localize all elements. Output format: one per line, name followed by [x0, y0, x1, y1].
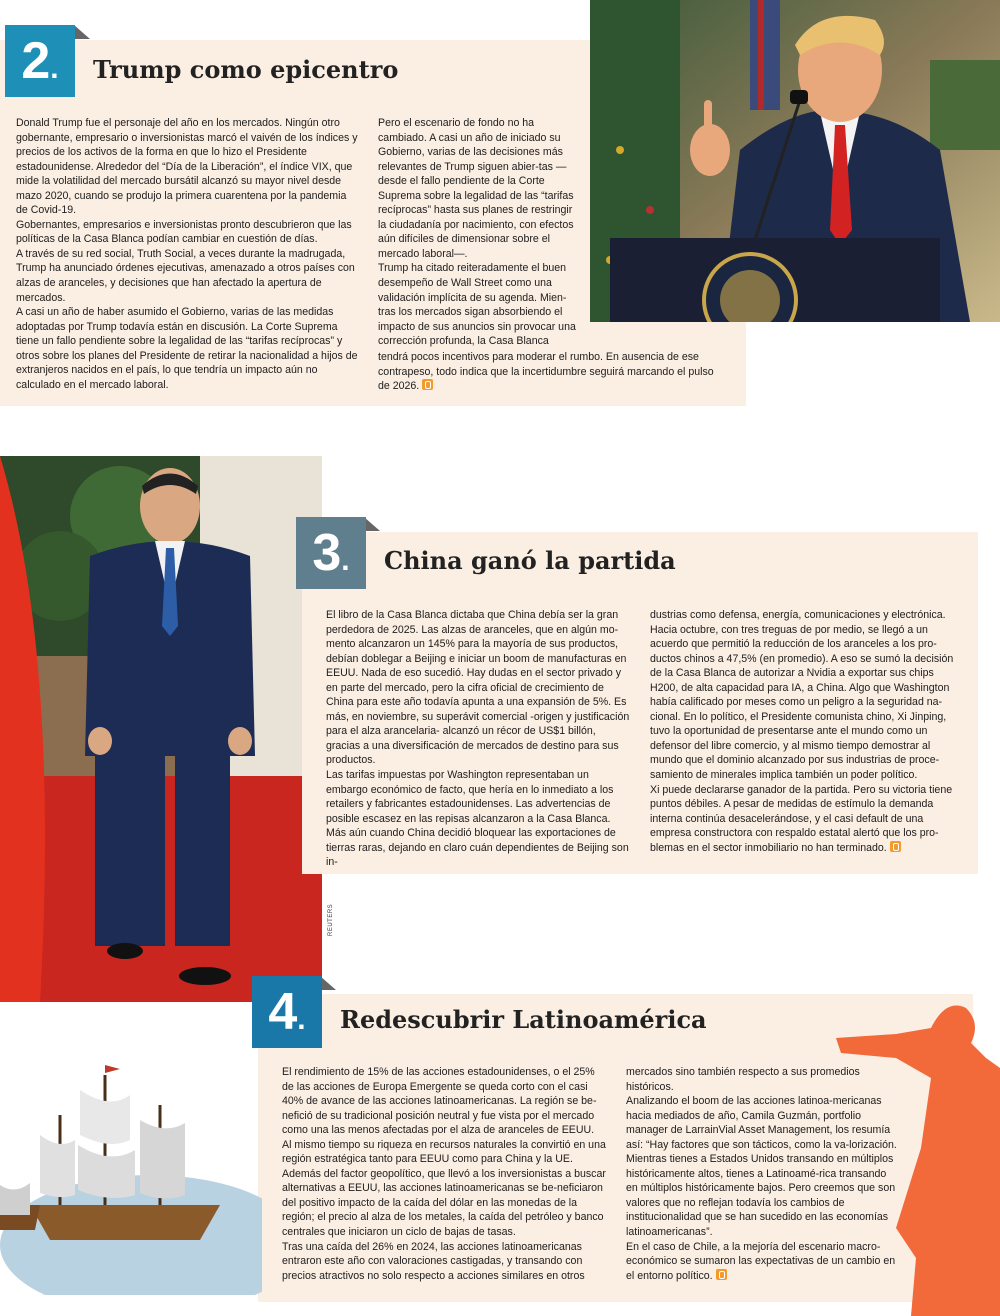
- paragraph: Donald Trump fue el personaje del año en los mercados. Ningún otro gobernante, empresario o inversionistas marcó el vaivén de los índices y precios de los activos de la forma en que lo hizo el Presidente estadounidense. Alrededor del “Día de la Liberación”, el índice VIX, que mide la volatilidad del mercado bursátil alcanzó su mayor nivel desde mazo 2020, cuando se produjo la primera cuarentena por la pandemia de Covid-19.: [16, 117, 358, 217]
- paragraph: Trump ha citado reiteradamente el buen desempeño de Wall Street como una validación implícita de su agenda. Mien-tras los mercados sigan absorbiendo el impacto de sus anuncios sin provocar una corrección profunda, la Casa Blanca: [378, 262, 576, 348]
- paragraph: Las tarifas impuestas por Washington representaban un embargo económico de facto, que hería en lo inmediato a los retailers y fabricantes estadounidenses. Las advertencias de posible escasez en las repisas alcanzaron a la Casa Blanca. Más aún cuando China decidió bloquear las exportaciones de tierras raras, dejando en claro cuán dependientes de Beijing son in-: [326, 769, 629, 869]
- section-2-right-column: [378, 116, 578, 349]
- badge-tab: [74, 25, 90, 39]
- end-mark-icon: [890, 841, 901, 852]
- paragraph: En el caso de Chile, a la mejoría del escenario macro-económico se sumaron las expectativas de un cambio en el entorno político.: [626, 1240, 896, 1282]
- paragraph: tendrá pocos incentivos para moderar el rumbo. En ausencia de ese contrapeso, todo indica que la incertidumbre seguirá marcando el pulso de 2026.: [378, 351, 714, 393]
- section-4-title: Redescubrir Latinoamérica: [340, 1005, 707, 1034]
- xi-jinping-photo: [0, 456, 322, 1002]
- section-2-title: Trump como epicentro: [93, 55, 399, 84]
- trump-photo: [590, 0, 1000, 322]
- section-3-right-column: [650, 608, 956, 855]
- section-4-left-column: [282, 1065, 608, 1283]
- section-2-left-column: [16, 116, 360, 392]
- paragraph: mercados sino también respecto a sus promedios históricos.: [626, 1066, 860, 1093]
- section-4-number: 4.: [252, 976, 322, 1048]
- section-4-right-column: [626, 1065, 898, 1283]
- paragraph: Tras una caída del 26% en 2024, las acciones latinoamericanas entraron este año con valoraciones castigadas, y transando con precios atractivos no solo respecto a acciones similares en otros: [282, 1240, 585, 1282]
- end-mark-icon: [422, 379, 433, 390]
- section-3-number: 3.: [296, 517, 366, 589]
- badge-tab: [320, 976, 336, 990]
- photo-credit: REUTERS: [328, 903, 334, 936]
- paragraph: Analizando el boom de las acciones latinoa-mericanas hacia mediados de año, Camila Guzmán, portfolio manager de LarrainVial Asset Management, los resumía así: “Hay factores que son tácticos, como la va-lorización. Mientras tienes a Estados Unidos transando en múltiplos históricamente altos, tienes a Latinoamé-rica transando en múltiplos históricamente bajos. Pero creemos que son valores que no reflejan todavía los cambios de institucionalidad que se han sucedido en las economías latinoamericanas”.: [626, 1095, 897, 1239]
- badge-tab: [364, 517, 380, 531]
- section-2-number: 2.: [5, 25, 75, 97]
- paragraph: Gobernantes, empresarios e inversionistas pronto descubrieron que las políticas de la Casa Blanca podían cambiar en cuestión de días.: [16, 218, 352, 246]
- paragraph: A través de su red social, Truth Social, a veces durante la madrugada, Trump ha anunciado órdenes ejecutivas, amenazado a otros países con alzas de aranceles, y decisiones que han afectado la apertura de mercados.: [16, 247, 355, 304]
- section-2-continuation: [378, 350, 718, 394]
- paragraph: Al mismo tiempo su riqueza en recursos naturales la convirtió en una región estratégica tanto para EEUU como para China y la UE. Además del factor geopolítico, que llevó a los inversionistas a buscar alternativas a EEUU, las acciones latinoamericanas se be-neficiaron del positivo impacto de la caída del dólar en las monedas de la región; el precio al alza de los metales, la caída del petróleo y banco centrales que iniciaron un ciclo de bajas de tasas.: [282, 1138, 606, 1239]
- paragraph: El libro de la Casa Blanca dictaba que China debía ser la gran perdedora de 2025. Las alzas de aranceles, que en algún mo-mento alcanzaron un 145% para la mayoría de sus productos, debían doblegar a Beijing e iniciar un boom de manufacturas en EEUU. Nada de eso sucedió. Hay dudas en el sector privado y en parte del mercado, pero la cifra oficial de crecimiento de China para este año todavía apunta a una expansión de 5%. Es más, en noviembre, su superávit comercial -origen y justificación para el alza arancelaria- alcanzó un récor de US$1 billón, gracias a una diversificación de mercados de destino para sus productos.: [326, 609, 630, 767]
- section-3-left-column: [326, 608, 630, 870]
- ship-illustration: [0, 1055, 262, 1295]
- paragraph: El rendimiento de 15% de las acciones estadounidenses, o el 25% de las acciones de Europa Emergente se queda corto con el casi 40% de avance de las acciones latinoamericanas. La región se be-nefició de su tradicional posición neutral y fue vista por el mercado como una las menos afectadas por el alza de aranceles de EEUU.: [282, 1066, 597, 1137]
- paragraph: A casi un año de haber asumido el Gobierno, varias de las medidas adoptadas por Trump todavía están en discusión. La Corte Suprema tiene un fallo pendiente sobre la legalidad de las “tarifas recíprocas” y otros sobre los planes del Presidente de retirar la nacionalidad a hijos de extranjeros nacidos en el país, lo que tendría un impacto aún no calculado en el mercado laboral.: [16, 306, 358, 391]
- paragraph: Xi puede declararse ganador de la partida. Pero su victoria tiene puntos débiles. A pesar de medidas de estímulo la demanda interna continúa desacelerándose, y el casi default de una empresa constructora con respaldo estatal alertó que los pro-blemas en el sector inmobiliario no han terminado.: [650, 783, 953, 854]
- section-3-title: China ganó la partida: [384, 546, 676, 575]
- paragraph: Pero el escenario de fondo no ha cambiado. A casi un año de iniciado su Gobierno, varias de las decisiones más relevantes de Trump siguen abier-tas —desde el fallo pendiente de la Corte Suprema sobre la legalidad de las “tarifas recíprocas” hasta sus planes de restringir la ciudadanía por nacimiento, con efectos aún difíciles de dimensionar sobre el mercado laboral—.: [378, 117, 574, 260]
- end-mark-icon: [716, 1269, 727, 1280]
- paragraph: dustrias como defensa, energía, comunicaciones y electrónica. Hacia octubre, con tres treguas de por medio, se llegó a un acuerdo que permitió la reducción de los aranceles a los pro-ductos chinos a 47,5% (en promedio). A eso se sumó la decisión de la Casa Blanca de autorizar a Nvidia a exportar sus chips H200, de alta capacidad para IA, a China. Algo que Washington había calificado por meses como un peligro a la seguridad na-cional. En lo político, el Presidente comunista chino, Xi Jinping, tuvo la oportunidad de presentarse ante el mundo como un defensor del libre comercio, y al mismo tiempo demostrar al mundo que el dominio alcanzado por sus industrias de proce-samiento de minerales implica también un poder político.: [650, 609, 954, 782]
